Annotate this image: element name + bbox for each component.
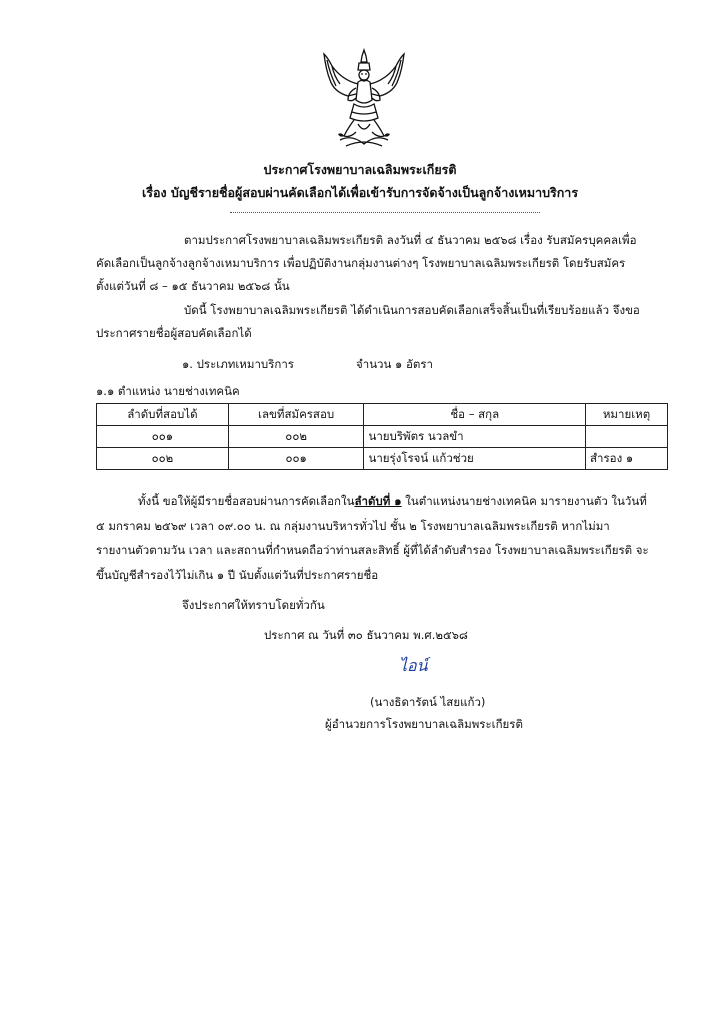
paragraph-line: ขึ้นบัญชีสำรองไว้ไม่เกิน ๑ ปี นับตั้งแต่วันที่ประกาศรายชื่อ xyxy=(96,567,379,582)
paragraph-result xyxy=(96,299,668,345)
position-heading: ๑.๑ ตำแหน่ง นายช่างเทคนิค xyxy=(96,384,240,398)
paragraph-line: ประกาศรายชื่อผู้สอบคัดเลือกได้ xyxy=(96,326,252,340)
cell-name: นายรุ่งโรจน์ แก้วช่วย xyxy=(364,448,586,470)
cell-rank: ๐๐๑ xyxy=(97,426,229,448)
table-row xyxy=(97,448,668,470)
paragraph-line: ตามประกาศโรงพยาบาลเฉลิมพระเกียรติ ลงวันที่ ๔ ธันวาคม ๒๕๖๘ เรื่อง รับสมัครบุคคลเพื่อ xyxy=(184,233,637,247)
announcement-date: ประกาศ ณ วันที่ ๓๐ ธันวาคม พ.ศ.๒๕๖๘ xyxy=(264,628,468,642)
candidates-table xyxy=(96,403,668,470)
signatory-position: ผู้อำนวยการโรงพยาบาลเฉลิมพระเกียรติ xyxy=(325,717,523,731)
document-title: ประกาศโรงพยาบาลเฉลิมพระเกียรติ xyxy=(263,162,457,177)
cell-name: นายบริพัตร นวลขำ xyxy=(364,426,586,448)
cell-application-number: ๐๐๑ xyxy=(228,448,364,470)
column-header-name: ชื่อ – สกุล xyxy=(364,404,586,426)
paragraph-line xyxy=(96,489,668,514)
signatory-name: (นางธิดารัตน์ ไสยแก้ว) xyxy=(370,695,486,709)
paragraph-text: ทั้งนี้ ขอให้ผู้มีรายชื่อสอบผ่านการคัดเลือกใน xyxy=(138,494,355,508)
garuda-emblem xyxy=(318,48,410,150)
paragraph-announcement xyxy=(96,229,668,298)
column-header-rank: ลำดับที่สอบได้ xyxy=(97,404,229,426)
column-header-application-number: เลขที่สมัครสอบ xyxy=(228,404,364,426)
category-quota: จำนวน ๑ อัตรา xyxy=(356,357,433,371)
paragraph-line: ตั้งแต่วันที่ ๘ – ๑๕ ธันวาคม ๒๕๖๘ นั้น xyxy=(96,279,290,293)
column-header-remark: หมายเหตุ xyxy=(586,404,668,426)
cell-application-number: ๐๐๒ xyxy=(228,426,364,448)
paragraph-line: คัดเลือกเป็นลูกจ้างลูกจ้างเหมาบริการ เพื่อปฏิบัติงานกลุ่มงานต่างๆ โรงพยาบาลเฉลิมพระเกียรติ โดยรับสมัคร xyxy=(96,256,626,270)
paragraph-line: ๕ มกราคม ๒๕๖๙ เวลา ๐๙.๐๐ น. ณ กลุ่มงานบริหารทั่วไป ชั้น ๒ โรงพยาบาลเฉลิมพระเกียรติ หากไม่มา xyxy=(96,518,610,533)
emphasized-rank: ลำดับที่ ๑ xyxy=(354,494,402,508)
table-row xyxy=(97,426,668,448)
table-header-row xyxy=(97,404,668,426)
closing-statement: จึงประกาศให้ทราบโดยทั่วกัน xyxy=(182,598,325,612)
cell-remark xyxy=(586,426,668,448)
cell-rank: ๐๐๒ xyxy=(97,448,229,470)
cell-remark: สำรอง ๑ xyxy=(586,448,668,470)
paragraph-line: รายงานตัวตามวัน เวลา และสถานที่กำหนดถือว่าท่านสละสิทธิ์ ผู้ที่ได้ลำดับสำรอง โรงพยาบาลเฉลิมพระเกียรติ จะ xyxy=(96,543,649,557)
paragraph-text: ในตำแหน่งนายช่างเทคนิค มารายงานตัว ในวันที่ xyxy=(401,494,647,508)
document-subject: เรื่อง บัญชีรายชื่อผู้สอบผ่านคัดเลือกได้เพื่อเข้ารับการจัดจ้างเป็นลูกจ้างเหมาบริการ xyxy=(141,185,579,200)
paragraph-line: บัดนี้ โรงพยาบาลเฉลิมพระเกียรติ ได้ดำเนินการสอบคัดเลือกเสร็จสิ้นเป็นที่เรียบร้อยแล้ว จึงขอ xyxy=(184,303,640,317)
paragraph-reporting-instructions xyxy=(96,489,668,587)
signature: ไอน์ xyxy=(399,656,428,675)
category-type: ๑. ประเภทเหมาบริการ xyxy=(182,357,294,371)
title-divider xyxy=(230,212,540,213)
